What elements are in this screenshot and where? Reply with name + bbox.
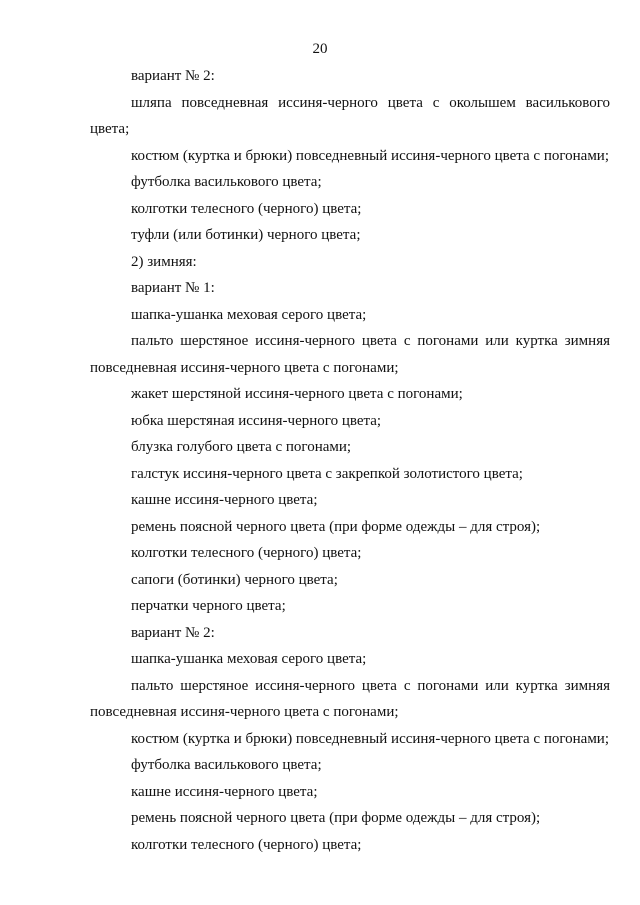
paragraph-winter-heading: 2) зимняя: [131, 253, 197, 270]
paragraph-variant-2-heading: вариант № 2: [131, 68, 215, 84]
paragraph-fur-hat-2: шапка-ушанка меховая серого цвета; [131, 651, 367, 667]
paragraph-blouse: блузка голубого цвета с погонами; [131, 439, 352, 455]
paragraph-tights-2: колготки телесного (черного) цвета; [131, 836, 362, 853]
paragraph-tights-winter: колготки телесного (черного) цвета; [131, 545, 362, 561]
paragraph-scarf: кашне иссиня-черного цвета; [131, 492, 318, 508]
paragraph-belt: ремень поясной черного цвета (при форме одежды – для строя); [131, 518, 541, 535]
paragraph-variant-2-winter-heading: вариант № 2: [131, 624, 215, 641]
paragraph-belt-2: ремень поясной черного цвета (при форме одежды – для строя); [131, 810, 541, 826]
paragraph-hat: шляпа повседневная иссиня-черного цвета с околышем василькового цвета; [90, 94, 610, 137]
paragraph-scarf-2: кашне иссиня-черного цвета; [131, 783, 318, 800]
paragraph-skirt: юбка шерстяная иссиня-черного цвета; [131, 412, 382, 429]
paragraph-boots: сапоги (ботинки) черного цвета; [131, 571, 338, 588]
paragraph-variant-1-heading: вариант № 1: [131, 280, 215, 296]
document-body [90, 63, 610, 858]
paragraph-gloves: перчатки черного цвета; [131, 598, 286, 614]
paragraph-tights: колготки телесного (черного) цвета; [131, 200, 362, 217]
paragraph-fur-hat: шапка-ушанка меховая серого цвета; [131, 306, 367, 323]
paragraph-coat-2: пальто шерстяное иссиня-черного цвета с погонами или куртка зимняя повседневная иссиня-черного цвета с погонами; [90, 677, 610, 720]
paragraph-suit: костюм (куртка и брюки) повседневный иссиня-черного цвета с погонами; [131, 147, 610, 164]
paragraph-jacket: жакет шерстяной иссиня-черного цвета с погонами; [131, 386, 463, 402]
paragraph-tshirt-2: футболка василькового цвета; [131, 757, 322, 773]
paragraph-tie: галстук иссиня-черного цвета с закрепкой золотистого цвета; [131, 465, 523, 482]
paragraph-coat: пальто шерстяное иссиня-черного цвета с погонами или куртка зимняя повседневная иссиня-черного цвета с погонами; [90, 333, 610, 376]
page-number: 20 [312, 41, 328, 57]
paragraph-tshirt: футболка василькового цвета; [131, 174, 322, 190]
paragraph-shoes: туфли (или ботинки) черного цвета; [131, 227, 361, 243]
paragraph-suit-2: костюм (куртка и брюки) повседневный иссиня-черного цвета с погонами; [131, 730, 610, 747]
